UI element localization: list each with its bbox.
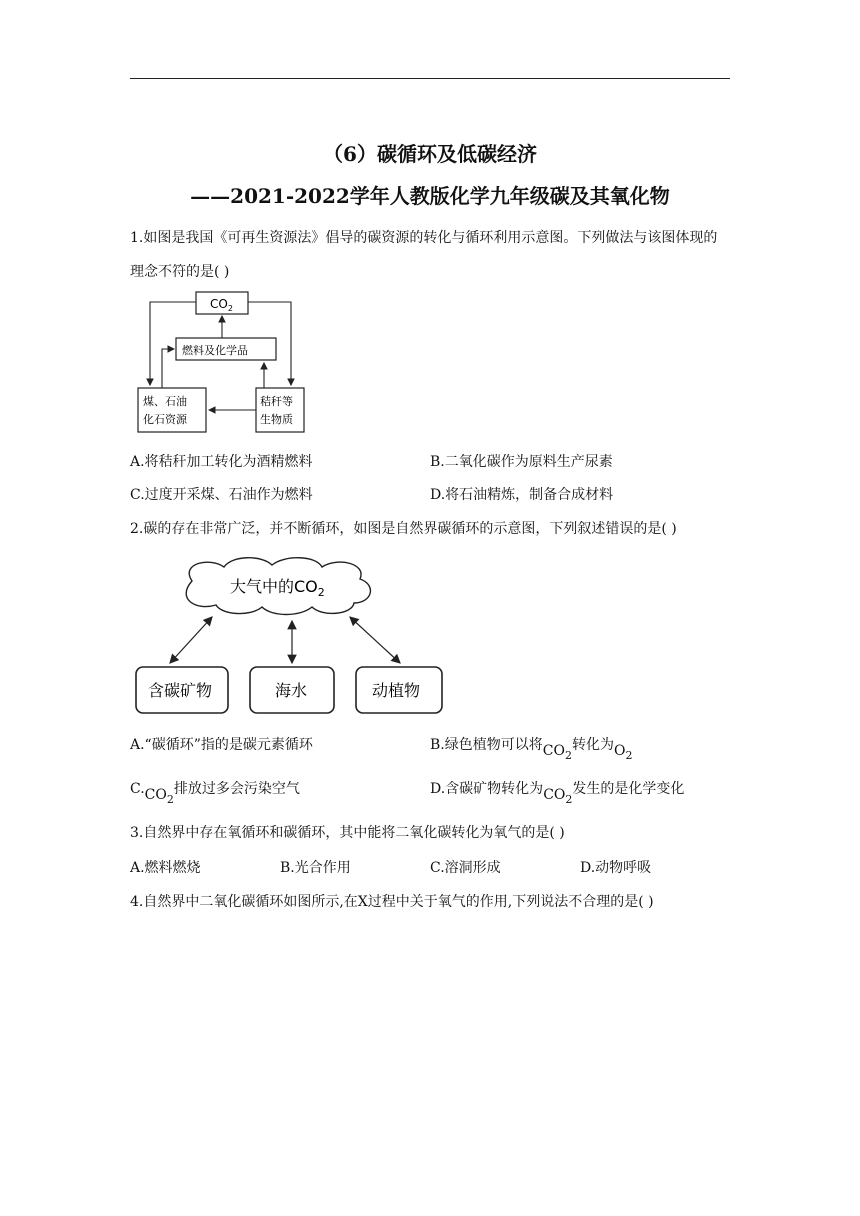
q3-option-c[interactable]: C.溶洞形成 bbox=[430, 860, 501, 876]
q2-option-d-text2: 发生的是化学变化 bbox=[572, 781, 685, 797]
biomass-box-label-1: 秸秆等 bbox=[260, 395, 293, 408]
q3-option-d[interactable]: D.动物呼吸 bbox=[580, 860, 652, 876]
q2-option-b-text: B.绿色植物可以将 bbox=[430, 737, 543, 753]
q2-option-d[interactable] bbox=[430, 778, 685, 806]
header-rule bbox=[130, 78, 730, 79]
q3-option-b[interactable]: B.光合作用 bbox=[280, 860, 351, 876]
q1-option-a[interactable]: A.将秸秆加工转化为酒精燃料 bbox=[130, 454, 313, 470]
seawater-label: 海水 bbox=[275, 681, 308, 700]
q2-option-d-text: D.含碳矿物转化为 bbox=[430, 781, 544, 797]
q1-option-d[interactable]: D.将石油精炼，制备合成材料 bbox=[430, 487, 614, 503]
q2-option-c-co2: $CO_2$ bbox=[144, 787, 174, 806]
q2-option-d-co2: $CO_2$ bbox=[543, 787, 573, 806]
q2-option-b[interactable] bbox=[430, 734, 633, 762]
co2-box-label: $CO_2$ bbox=[210, 297, 233, 313]
q2-option-c-letter: C. bbox=[130, 781, 145, 797]
q1-option-b[interactable]: B.二氧化碳作为原料生产尿素 bbox=[430, 454, 613, 470]
minerals-label: 含碳矿物 bbox=[148, 681, 213, 700]
q2-option-b-o2: $O_2$ bbox=[613, 743, 633, 762]
question-3-stem: 3.自然界中存在氧循环和碳循环，其中能将二氧化碳转化为氧气的是( ) bbox=[130, 825, 565, 841]
carbon-cycle-diagram bbox=[132, 555, 452, 720]
q1-option-c[interactable]: C.过度开采煤、石油作为燃料 bbox=[130, 487, 313, 503]
page-subtitle: ——2021-2022学年人教版化学九年级碳及其氧化物 bbox=[190, 184, 670, 208]
page-title: （6）碳循环及低碳经济 bbox=[323, 142, 537, 166]
question-1-stem: 1.如图是我国《可再生资源法》倡导的碳资源的转化与循环利用示意图。下列做法与该图体现的理念不符的是( ) bbox=[130, 230, 718, 280]
atmosphere-label: 大气中的$CO_2$ bbox=[230, 577, 325, 599]
fuel-box-label: 燃料及化学品 bbox=[182, 344, 248, 357]
organisms-label: 动植物 bbox=[372, 681, 421, 700]
q2-option-b-text2: 转化为 bbox=[571, 737, 614, 753]
q2-option-c[interactable] bbox=[130, 778, 300, 806]
q2-option-c-text: 排放过多会污染空气 bbox=[173, 781, 300, 797]
fossil-box-label-2: 化石资源 bbox=[143, 413, 187, 426]
q2-option-b-co2: $CO_2$ bbox=[542, 743, 572, 762]
carbon-resource-diagram bbox=[136, 290, 306, 435]
q3-option-a[interactable]: A.燃料燃烧 bbox=[130, 860, 201, 876]
fossil-box-label-1: 煤、石油 bbox=[143, 395, 187, 408]
q2-option-a[interactable]: A.“碳循环”指的是碳元素循环 bbox=[130, 737, 313, 753]
question-2-stem: 2.碳的存在非常广泛，并不断循环，如图是自然界碳循环的示意图，下列叙述错误的是( ) bbox=[130, 521, 677, 537]
biomass-box-label-2: 生物质 bbox=[260, 413, 293, 426]
question-4-stem: 4.自然界中二氧化碳循环如图所示,在X过程中关于氧气的作用,下列说法不合理的是( ) bbox=[130, 894, 654, 910]
